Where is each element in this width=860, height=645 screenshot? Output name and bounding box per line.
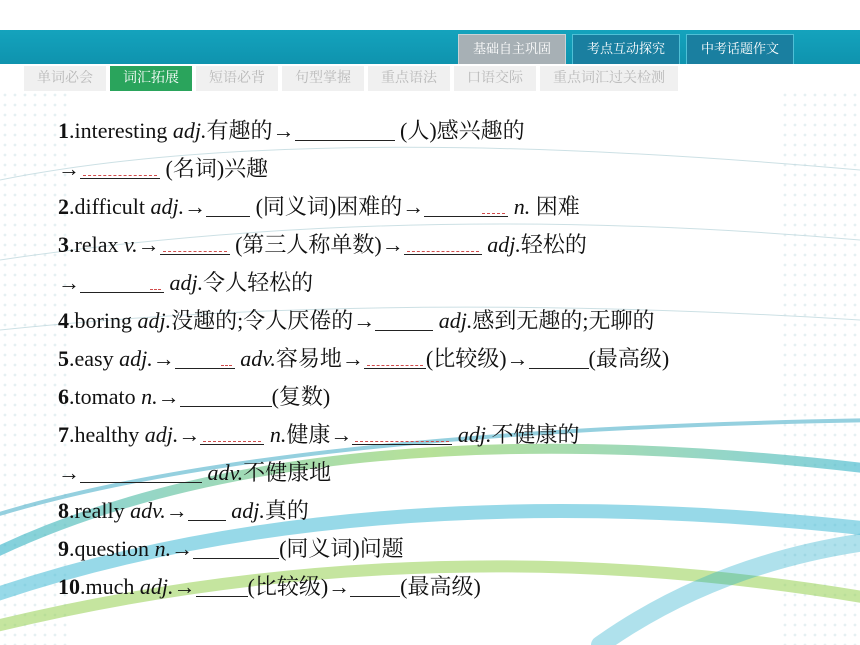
- answer-blank[interactable]: [200, 422, 264, 445]
- answer-blank[interactable]: [196, 574, 248, 597]
- exercise-line: 5.easy adj.→ adv.容易地→ (比较级)→ (最高级): [58, 346, 670, 371]
- answer-blank[interactable]: [295, 118, 395, 141]
- exercise-line: 10.much adj.→ (比较级)→ (最高级): [58, 574, 481, 599]
- subtab-grammar[interactable]: 重点语法: [368, 66, 450, 91]
- tab-key-points[interactable]: 考点互动探究: [572, 34, 680, 64]
- answer-blank[interactable]: [175, 346, 235, 369]
- exercise-line: 3.relax v.→ (第三人称单数)→ adj.轻松的: [58, 232, 587, 257]
- exercise-line: → adv.不健康地: [58, 460, 332, 485]
- tab-basic-review[interactable]: 基础自主巩固: [458, 34, 566, 64]
- subtab-speaking[interactable]: 口语交际: [454, 66, 536, 91]
- exercise-line: → (名词)兴趣: [58, 156, 269, 181]
- tab-topic-writing[interactable]: 中考话题作文: [686, 34, 794, 64]
- subtab-words[interactable]: 单词必会: [24, 66, 106, 91]
- exercise-line: 7.healthy adj.→ n.健康→ adj.不健康的: [58, 422, 580, 447]
- exercise-line: 6.tomato n.→ (复数): [58, 384, 331, 409]
- sub-tab-bar: [24, 66, 678, 91]
- answer-blank[interactable]: [529, 346, 589, 369]
- answer-blank[interactable]: [206, 194, 250, 217]
- exercise-line: 4.boring adj.没趣的;令人厌倦的→ adj.感到无趣的;无聊的: [58, 308, 655, 333]
- answer-blank[interactable]: [375, 308, 433, 331]
- exercise-list: [58, 112, 818, 606]
- answer-blank[interactable]: [350, 574, 400, 597]
- exercise-line: 8.really adv.→ adj.真的: [58, 498, 309, 523]
- answer-blank[interactable]: [404, 232, 482, 255]
- answer-blank[interactable]: [80, 460, 202, 483]
- exercise-line: 9.question n.→ (同义词)问题: [58, 536, 404, 561]
- subtab-vocab-test[interactable]: 重点词汇过关检测: [540, 66, 678, 91]
- answer-blank[interactable]: [160, 232, 230, 255]
- answer-blank[interactable]: [424, 194, 508, 217]
- answer-blank[interactable]: [80, 270, 164, 293]
- top-tab-bar: [458, 34, 794, 64]
- answer-blank[interactable]: [80, 156, 160, 179]
- answer-blank[interactable]: [180, 384, 272, 407]
- exercise-line: 2.difficult adj.→ (同义词)困难的→ n. 困难: [58, 194, 580, 219]
- answer-blank[interactable]: [193, 536, 279, 559]
- answer-blank[interactable]: [364, 346, 426, 369]
- exercise-line: → adj.令人轻松的: [58, 270, 314, 295]
- subtab-phrases[interactable]: 短语必背: [196, 66, 278, 91]
- exercise-line: 1.interesting adj.有趣的→ (人)感兴趣的: [58, 118, 525, 143]
- subtab-vocab-expansion[interactable]: 词汇拓展: [110, 66, 192, 91]
- answer-blank[interactable]: [352, 422, 452, 445]
- subtab-sentences[interactable]: 句型掌握: [282, 66, 364, 91]
- answer-blank[interactable]: [188, 498, 226, 521]
